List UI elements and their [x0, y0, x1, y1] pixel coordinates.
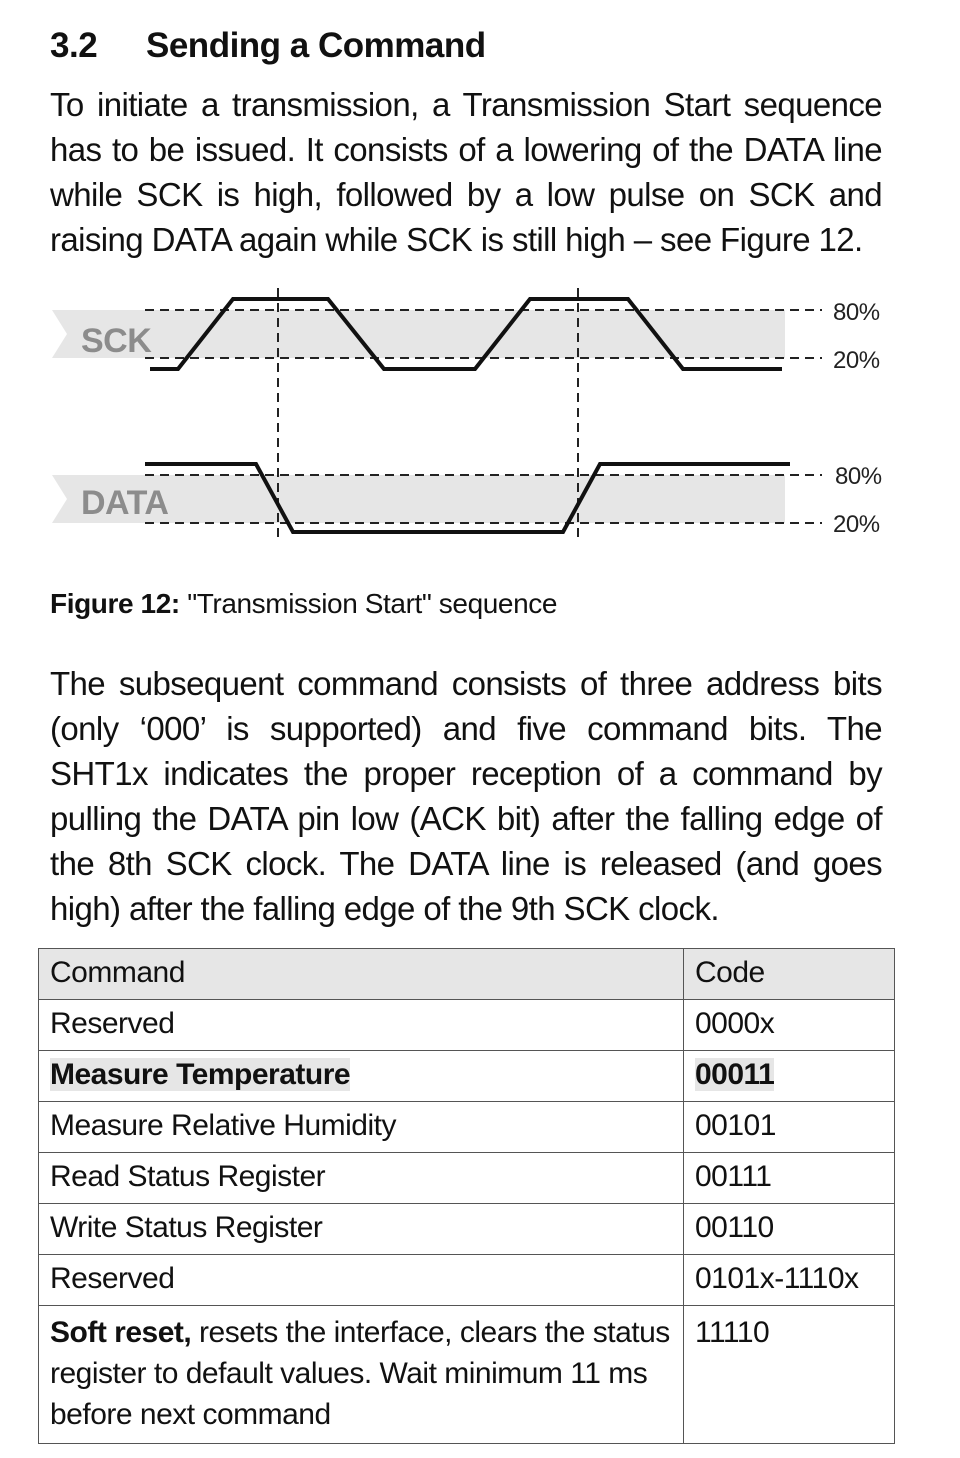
table-row: [39, 1102, 895, 1153]
intro-paragraph: To initiate a transmission, a Transmission Start sequence has to be issued. It consists of a lowering of the DATA line while SCK is high, followed by a low pulse on SCK and raising DATA again while SCK is still high – see Figure 12.: [50, 86, 882, 258]
sck-20-label: 20%: [833, 347, 880, 374]
command-rest-text: resets the interface, clears the status register to default values. Wait minimum 11 ms before next command: [50, 1316, 670, 1431]
table-row: [39, 1153, 895, 1204]
code-cell: 00101: [684, 1102, 895, 1153]
command-paragraph: The subsequent command consists of three address bits (only ‘000’ is supported) and five command bits. The SHT1x indicates the proper reception of a command by pulling the DATA pin low (ACK bit) after the falling edge of the 8th SCK clock. The DATA line is released (and goes high) after the falling edge of the 9th SCK clock.: [50, 665, 882, 927]
code-cell: 11110: [684, 1306, 895, 1444]
sck-80-label: 80%: [833, 299, 880, 326]
section-number: 3.2: [50, 26, 98, 65]
figure-caption: [50, 588, 557, 620]
command-cell: Read Status Register: [39, 1153, 684, 1204]
table-header-row: [39, 949, 895, 1000]
sck-level-band: [52, 310, 785, 358]
command-cell: Write Status Register: [39, 1204, 684, 1255]
data-80-label: 80%: [835, 463, 882, 490]
table-row: [39, 1000, 895, 1051]
code-cell: 0101x-1110x: [684, 1255, 895, 1306]
code-text: 00011: [695, 1058, 775, 1091]
sck-label: SCK: [81, 322, 152, 360]
command-text: Measure Temperature: [50, 1058, 351, 1091]
code-cell: 00111: [684, 1153, 895, 1204]
table-row: [39, 1255, 895, 1306]
command-cell: Reserved: [39, 1255, 684, 1306]
figure-caption-text: "Transmission Start" sequence: [179, 588, 558, 619]
command-cell: Reserved: [39, 1000, 684, 1051]
command-cell: [39, 1306, 684, 1444]
code-cell: 0000x: [684, 1000, 895, 1051]
section-heading: [50, 26, 486, 66]
command-cell: Measure Relative Humidity: [39, 1102, 684, 1153]
code-cell: 00110: [684, 1204, 895, 1255]
table-row: [39, 1306, 895, 1444]
code-cell: [684, 1051, 895, 1102]
figure-caption-label: Figure 12:: [50, 588, 180, 619]
data-20-label: 20%: [833, 511, 880, 538]
table-row: [39, 1204, 895, 1255]
header-code: Code: [684, 949, 895, 1000]
command-table: [38, 948, 895, 1444]
data-label: DATA: [81, 484, 169, 522]
transmission-start-timing-diagram: [0, 280, 960, 560]
section-title: Sending a Command: [146, 26, 486, 65]
command-bold-text: Soft reset,: [50, 1316, 192, 1349]
command-cell: [39, 1051, 684, 1102]
header-command: Command: [39, 949, 684, 1000]
table-row: [39, 1051, 895, 1102]
